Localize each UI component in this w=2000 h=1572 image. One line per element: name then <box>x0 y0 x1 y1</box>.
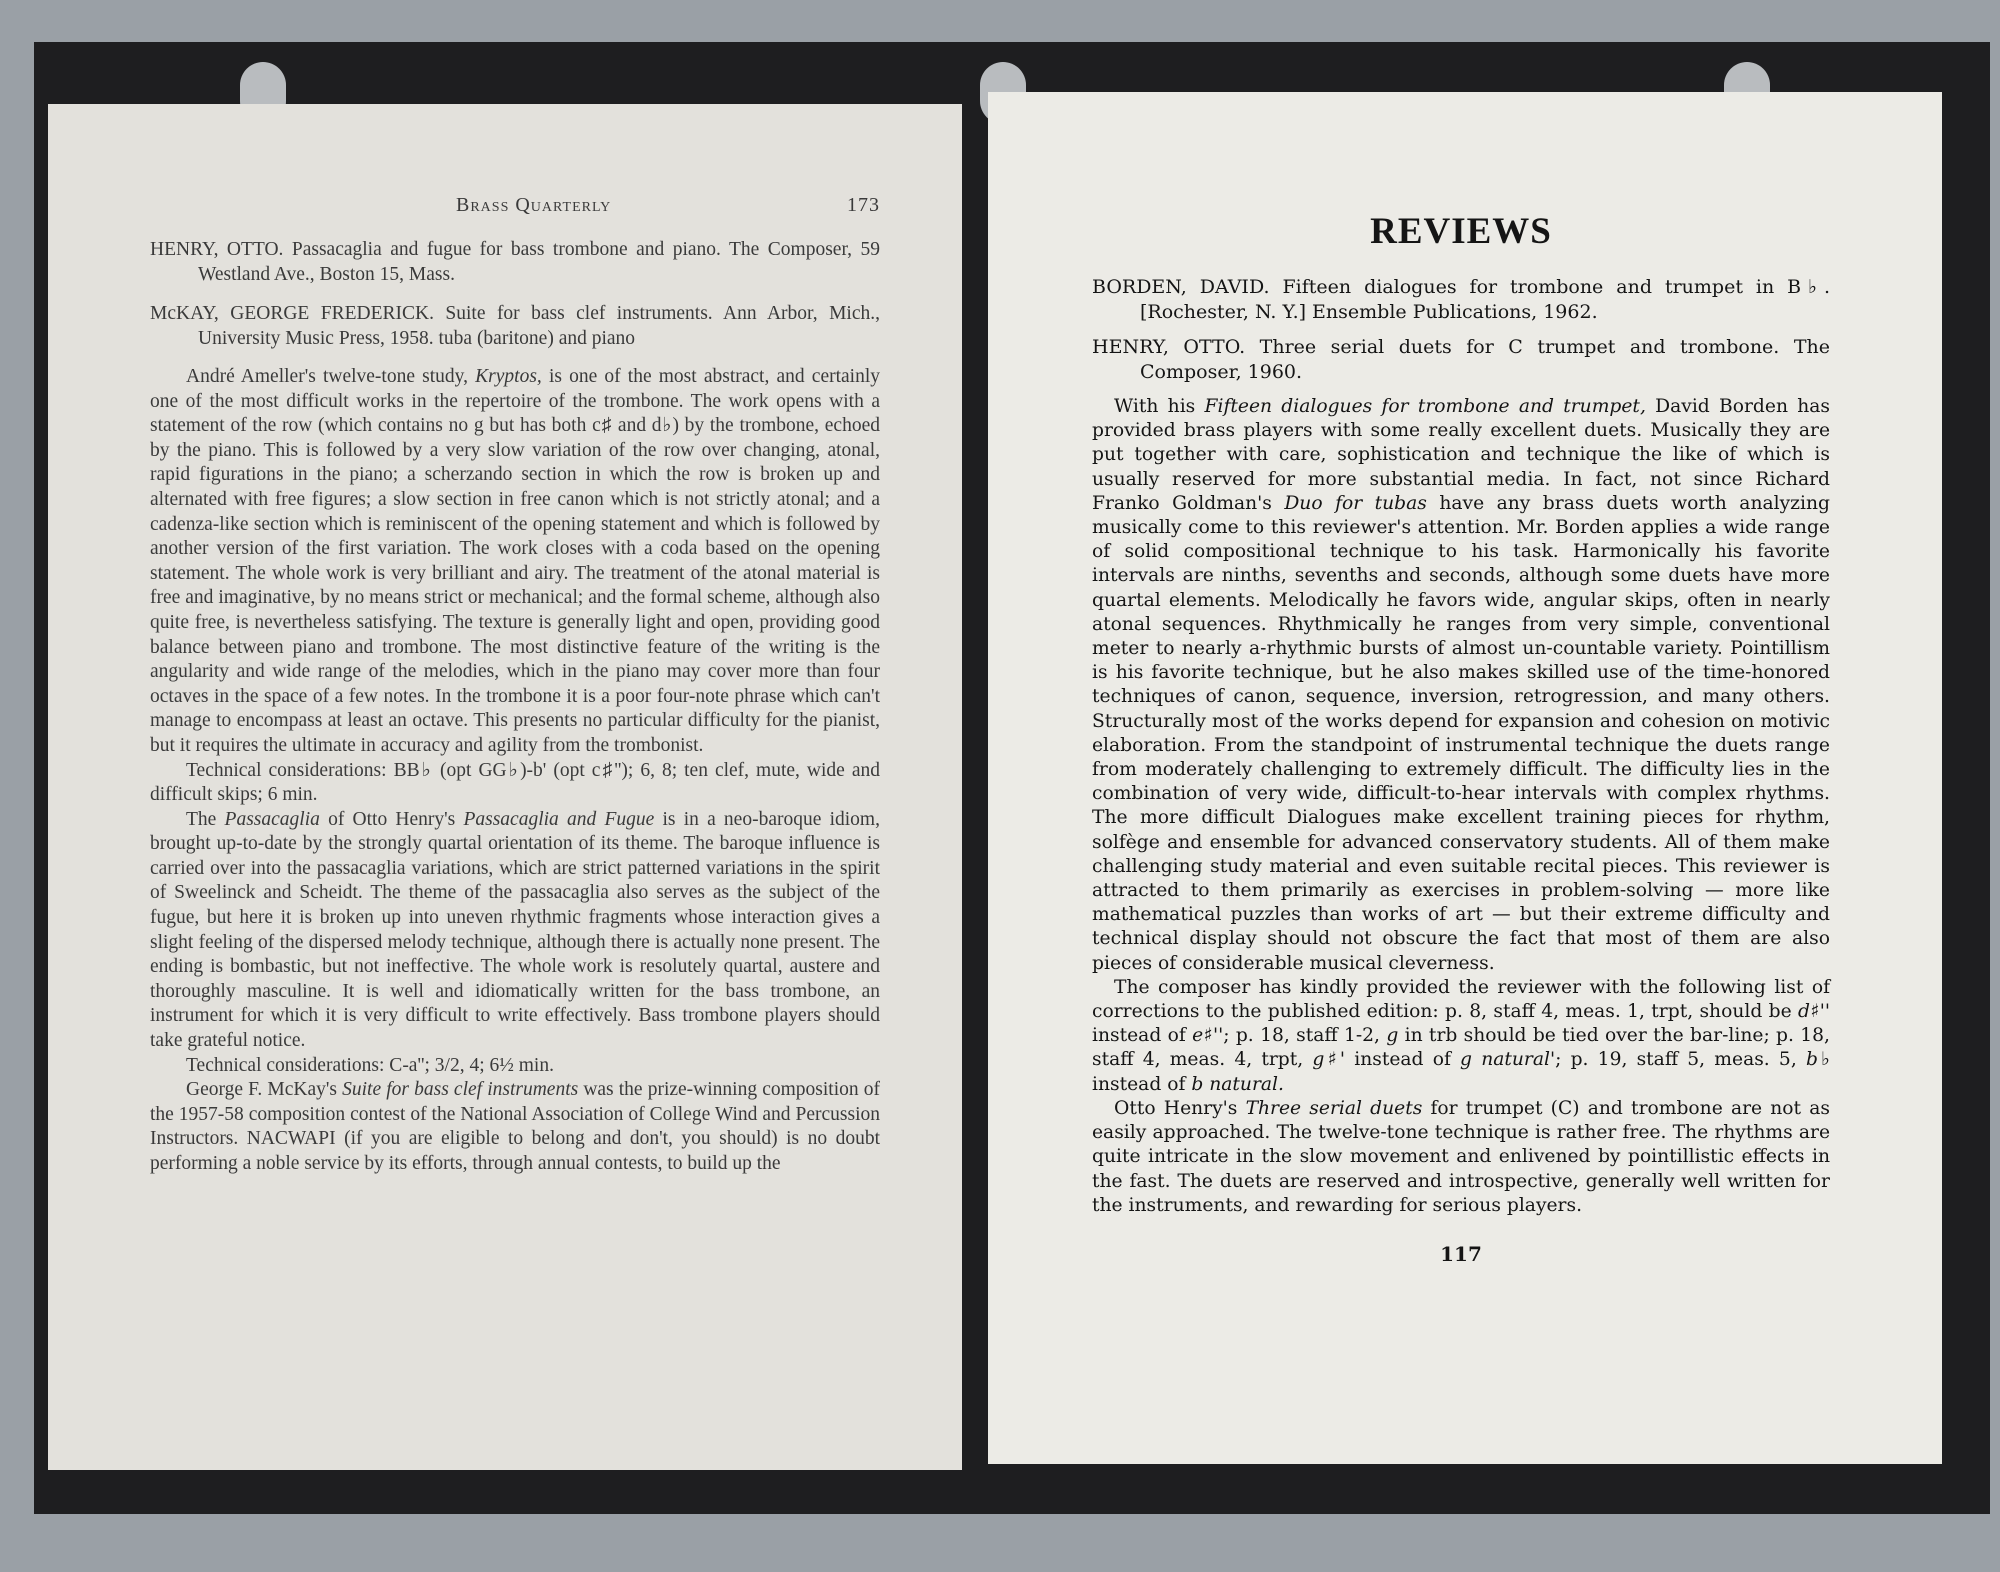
page-number: 117 <box>1440 1241 1482 1266</box>
bibliography-entry: McKAY, GEORGE FREDERICK. Suite for bass clef instruments. Ann Arbor, Mich., University Music Press, 1958. tuba (baritone) and piano <box>150 303 880 349</box>
bibliography-entry: HENRY, OTTO. Three serial duets for C trumpet and trombone. The Composer, 1960. <box>1092 336 1830 383</box>
review-paragraph: Otto Henry's Three serial duets for trumpet (C) and trombone are not as easily approached. The twelve-tone technique is rather free. The rhythms are quite intricate in the slow movement and enlivened by pointillistic effects in the fast. The duets are reserved and introspective, generally well written for the instruments, and rewarding for serious players. <box>1092 1097 1830 1216</box>
page-number: 173 <box>847 194 880 216</box>
left-page <box>48 104 962 1470</box>
right-page <box>988 92 1942 1464</box>
running-head <box>150 194 880 217</box>
technical-considerations: Technical considerations: C-a''; 3/2, 4; 6½ min. <box>186 1054 554 1076</box>
review-paragraph: George F. McKay's Suite for bass clef instruments was the prize-winning composition of the 1957-58 composition contest of the National Association of College Wind and Percussion Instructors. NACWAPI (if you are eligible to belong and don't, you should) is no doubt performing a noble service by its efforts, through annual contests, to build up the <box>150 1079 880 1174</box>
technical-considerations: Technical considerations: BB♭ (opt GG♭)-b' (opt c♯''); 6, 8; ten clef, mute, wide and difficult skips; 6 min. <box>150 759 880 806</box>
journal-title: Brass Quarterly <box>456 194 612 216</box>
review-paragraph: André Ameller's twelve-tone study, Kryptos, is one of the most abstract, and certainly one of the most difficult works in the repertoire of the trombone. The work opens with a statement of the row (which contains no g but has both c♯ and d♭) by the trombone, echoed by the piano. This is followed by a very slow variation of the row over changing, atonal, rapid figurations in the piano; a scherzando section in which the row is broken up and alternated with free figures; a slow section in free canon which is not strictly atonal; and a cadenza-like section which is reminiscent of the opening statement and which is followed by another version of the first variation. The work closes with a coda based on the opening statement. The whole work is very brilliant and airy. The treatment of the atonal material is free and imaginative, by no means strict or mechanical; and the formal scheme, although also quite free, is nevertheless satisfying. The texture is generally light and open, providing good balance between piano and trombone. The most distinctive feature of the writing is the angularity and wide range of the melodies, which in the piano may cover more than four octaves in the space of a few notes. In the trombone it is a poor four-note phrase which can't manage to encompass at least an octave. This presents no particular difficulty for the pianist, but it requires the ultimate in accuracy and agility from the trombonist. <box>150 366 881 756</box>
review-paragraph: The Passacaglia of Otto Henry's Passacaglia and Fugue is in a neo-baroque idiom, brought up-to-date by the strongly quartal orientation of its theme. The baroque influence is carried over into the passacaglia variations, which are strict patterned variations in the spirit of Sweelinck and Scheidt. The theme of the passacaglia also serves as the subject of the fugue, but here it is broken up into uneven rhythmic fragments whose interaction gives a slight feeling of the dispersed melody technique, although there is actually none present. The ending is bombastic, but not ineffective. The whole work is resolutely quartal, austere and thoroughly masculine. It is well and idiomatically written for the bass trombone, an instrument for which it is very difficult to write effectively. Bass trombone players should take grateful notice. <box>150 808 880 1052</box>
section-heading: REVIEWS <box>1370 211 1552 252</box>
bibliography-entry: HENRY, OTTO. Passacaglia and fugue for bass trombone and piano. The Composer, 59 Westland Ave., Boston 15, Mass. <box>150 239 880 285</box>
review-paragraph: With his Fifteen dialogues for trombone and trumpet, David Borden has provided brass players with some really excellent duets. Musically they are put together with care, sophistication and technique the like of which is usually reserved for more substantial media. In fact, not since Richard Franko Goldman's Duo for tubas have any brass duets worth analyzing musically come to this reviewer's attention. Mr. Borden applies a wide range of solid compositional technique to his task. Harmonically his favorite intervals are ninths, sevenths and seconds, although some duets have more quartal elements. Melodically he favors wide, angular skips, often in nearly atonal sequences. Rhythmically he ranges from very simple, conventional meter to nearly a-rhythmic bursts of almost un-countable variety. Pointillism is his favorite technique, but he also makes skilled use of the time-honored techniques of canon, sequence, inversion, retrogression, and many others. Structurally most of the works depend for expansion and cohesion on motivic elaboration. From the standpoint of instrumental technique the duets range from moderately challenging to extremely difficult. The difficulty lies in the combination of very wide, difficult-to-hear intervals with complex rhythms. The more difficult Dialogues make excellent training pieces for rhythm, solfège and ensemble for advanced conservatory students. All of them make challenging study material and even suitable recital pieces. This reviewer is attracted to them primarily as exercises in problem-solving — more like mathematical puzzles than works of art — but their extreme difficulty and technical display should not obscure the fact that most of them are also pieces of considerable musical cleverness. <box>1092 396 1831 974</box>
corrections-paragraph: The composer has kindly provided the reviewer with the following list of corrections to the published edition: p. 8, staff 4, meas. 1, trpt, should be d♯'' instead of e♯''; p. 18, staff 1-2, g in trb should be tied over the bar-line; p. 18, staff 4, meas. 4, trpt, g♯' instead of g natural'; p. 19, staff 5, meas. 5, b♭ instead of b natural. <box>1092 976 1830 1095</box>
bibliography-entry: BORDEN, DAVID. Fifteen dialogues for trombone and trumpet in B♭. [Rochester, N. Y.] Ensemble Publications, 1962. <box>1092 276 1830 323</box>
